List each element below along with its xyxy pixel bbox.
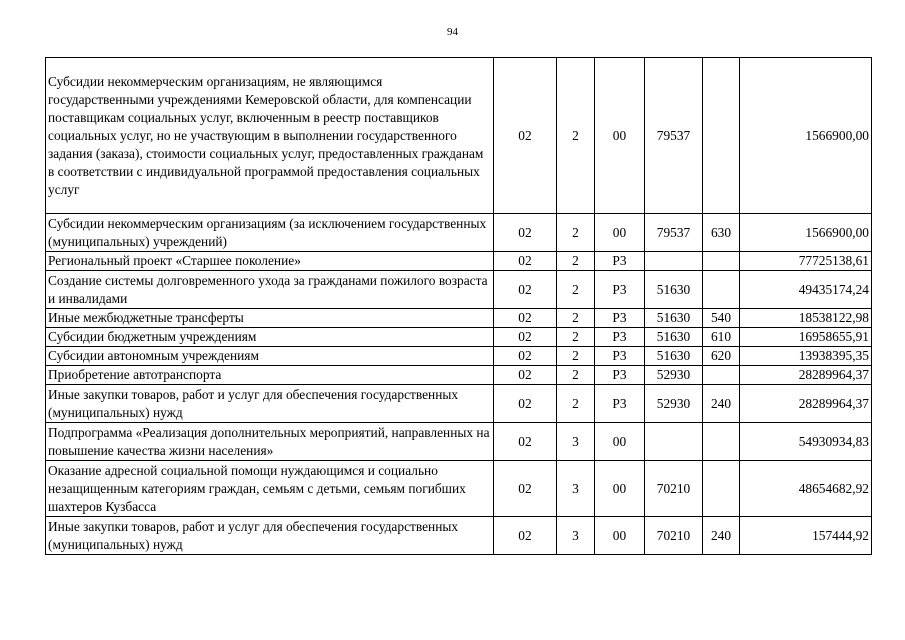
row-code-1-cell: 02	[494, 423, 557, 461]
row-name-cell: Региональный проект «Старшее поколение»	[46, 252, 494, 271]
row-name-cell: Иные межбюджетные трансферты	[46, 309, 494, 328]
table-row	[46, 58, 872, 214]
row-code-2-cell: 2	[557, 271, 595, 309]
row-code-5-cell: 630	[703, 214, 740, 252]
row-name-cell: Подпрограмма «Реализация дополнительных мероприятий, направленных на повышение качества жизни населения»	[46, 423, 494, 461]
row-code-1-cell: 02	[494, 366, 557, 385]
row-sum-cell: 28289964,37	[740, 385, 872, 423]
row-code-4-cell: 51630	[645, 271, 703, 309]
row-code-2-cell: 2	[557, 347, 595, 366]
row-code-4-cell: 52930	[645, 366, 703, 385]
table-row	[46, 347, 872, 366]
row-name-cell: Иные закупки товаров, работ и услуг для обеспечения государственных (муниципальных) нужд	[46, 385, 494, 423]
row-name-cell: Субсидии автономным учреждениям	[46, 347, 494, 366]
row-code-2-cell: 2	[557, 309, 595, 328]
row-code-4-cell: 79537	[645, 58, 703, 214]
table-row	[46, 366, 872, 385]
row-code-3-cell: P3	[595, 385, 645, 423]
row-code-5-cell: 240	[703, 517, 740, 555]
table-row	[46, 385, 872, 423]
row-code-3-cell: 00	[595, 517, 645, 555]
table-row	[46, 517, 872, 555]
row-code-3-cell: P3	[595, 366, 645, 385]
row-code-2-cell: 3	[557, 517, 595, 555]
row-code-1-cell: 02	[494, 385, 557, 423]
table-row	[46, 461, 872, 517]
row-code-2-cell: 2	[557, 328, 595, 347]
row-code-2-cell: 2	[557, 214, 595, 252]
row-name-cell: Приобретение автотранспорта	[46, 366, 494, 385]
row-sum-cell: 157444,92	[740, 517, 872, 555]
row-code-5-cell: 620	[703, 347, 740, 366]
row-code-4-cell	[645, 423, 703, 461]
table-row	[46, 309, 872, 328]
row-sum-cell: 1566900,00	[740, 214, 872, 252]
row-sum-cell: 18538122,98	[740, 309, 872, 328]
row-code-4-cell: 52930	[645, 385, 703, 423]
table-row	[46, 214, 872, 252]
row-code-3-cell: 00	[595, 423, 645, 461]
row-sum-cell: 1566900,00	[740, 58, 872, 214]
row-code-5-cell	[703, 271, 740, 309]
row-sum-cell: 16958655,91	[740, 328, 872, 347]
row-code-5-cell: 540	[703, 309, 740, 328]
row-code-1-cell: 02	[494, 58, 557, 214]
row-code-4-cell: 51630	[645, 328, 703, 347]
row-code-5-cell: 240	[703, 385, 740, 423]
row-code-1-cell: 02	[494, 517, 557, 555]
row-name-cell: Субсидии бюджетным учреждениям	[46, 328, 494, 347]
row-sum-cell: 28289964,37	[740, 366, 872, 385]
row-code-2-cell: 2	[557, 252, 595, 271]
row-code-3-cell: P3	[595, 271, 645, 309]
row-code-1-cell: 02	[494, 328, 557, 347]
row-code-5-cell	[703, 252, 740, 271]
row-sum-cell: 13938395,35	[740, 347, 872, 366]
row-sum-cell: 49435174,24	[740, 271, 872, 309]
row-code-5-cell: 610	[703, 328, 740, 347]
row-code-3-cell: P3	[595, 328, 645, 347]
row-code-1-cell: 02	[494, 271, 557, 309]
row-code-5-cell	[703, 58, 740, 214]
row-name-cell: Оказание адресной социальной помощи нуждающимся и социально незащищенным категориям граждан, семьям с детьми, семьям погибших шахтеров Кузбасса	[46, 461, 494, 517]
row-code-4-cell	[645, 252, 703, 271]
row-code-1-cell: 02	[494, 309, 557, 328]
row-code-4-cell: 51630	[645, 309, 703, 328]
row-code-1-cell: 02	[494, 347, 557, 366]
row-code-3-cell: P3	[595, 309, 645, 328]
page-number: 94	[447, 26, 458, 38]
row-code-1-cell: 02	[494, 252, 557, 271]
row-code-3-cell: 00	[595, 461, 645, 517]
row-sum-cell: 77725138,61	[740, 252, 872, 271]
budget-table	[45, 57, 872, 555]
budget-table-body	[46, 58, 872, 555]
table-row	[46, 328, 872, 347]
row-code-3-cell: P3	[595, 252, 645, 271]
row-name-cell: Субсидии некоммерческим организациям, не являющимся государственными учреждениями Кемеровской области, для компенсации поставщикам социальных услуг, включенным в реестр поставщиков социальных услуг, но не участвующим в выполнении государственного задания (заказа), стоимости социальных услуг, предоставленных гражданам в соответствии с индивидуальной программой предоставления социальных услуг	[46, 58, 494, 214]
row-code-5-cell	[703, 366, 740, 385]
row-code-4-cell: 51630	[645, 347, 703, 366]
row-code-3-cell: 00	[595, 214, 645, 252]
row-code-2-cell: 3	[557, 461, 595, 517]
row-code-1-cell: 02	[494, 214, 557, 252]
row-code-2-cell: 3	[557, 423, 595, 461]
row-code-5-cell	[703, 423, 740, 461]
row-code-5-cell	[703, 461, 740, 517]
row-sum-cell: 48654682,92	[740, 461, 872, 517]
table-row	[46, 271, 872, 309]
row-name-cell: Субсидии некоммерческим организациям (за исключением государственных (муниципальных) учреждений)	[46, 214, 494, 252]
row-code-4-cell: 70210	[645, 461, 703, 517]
row-code-4-cell: 79537	[645, 214, 703, 252]
row-name-cell: Создание системы долговременного ухода за гражданами пожилого возраста и инвалидами	[46, 271, 494, 309]
row-sum-cell: 54930934,83	[740, 423, 872, 461]
row-code-3-cell: 00	[595, 58, 645, 214]
row-code-2-cell: 2	[557, 366, 595, 385]
row-name-cell: Иные закупки товаров, работ и услуг для обеспечения государственных (муниципальных) нужд	[46, 517, 494, 555]
table-row	[46, 423, 872, 461]
row-code-1-cell: 02	[494, 461, 557, 517]
row-code-2-cell: 2	[557, 58, 595, 214]
table-row	[46, 252, 872, 271]
row-code-4-cell: 70210	[645, 517, 703, 555]
row-code-3-cell: P3	[595, 347, 645, 366]
row-code-2-cell: 2	[557, 385, 595, 423]
